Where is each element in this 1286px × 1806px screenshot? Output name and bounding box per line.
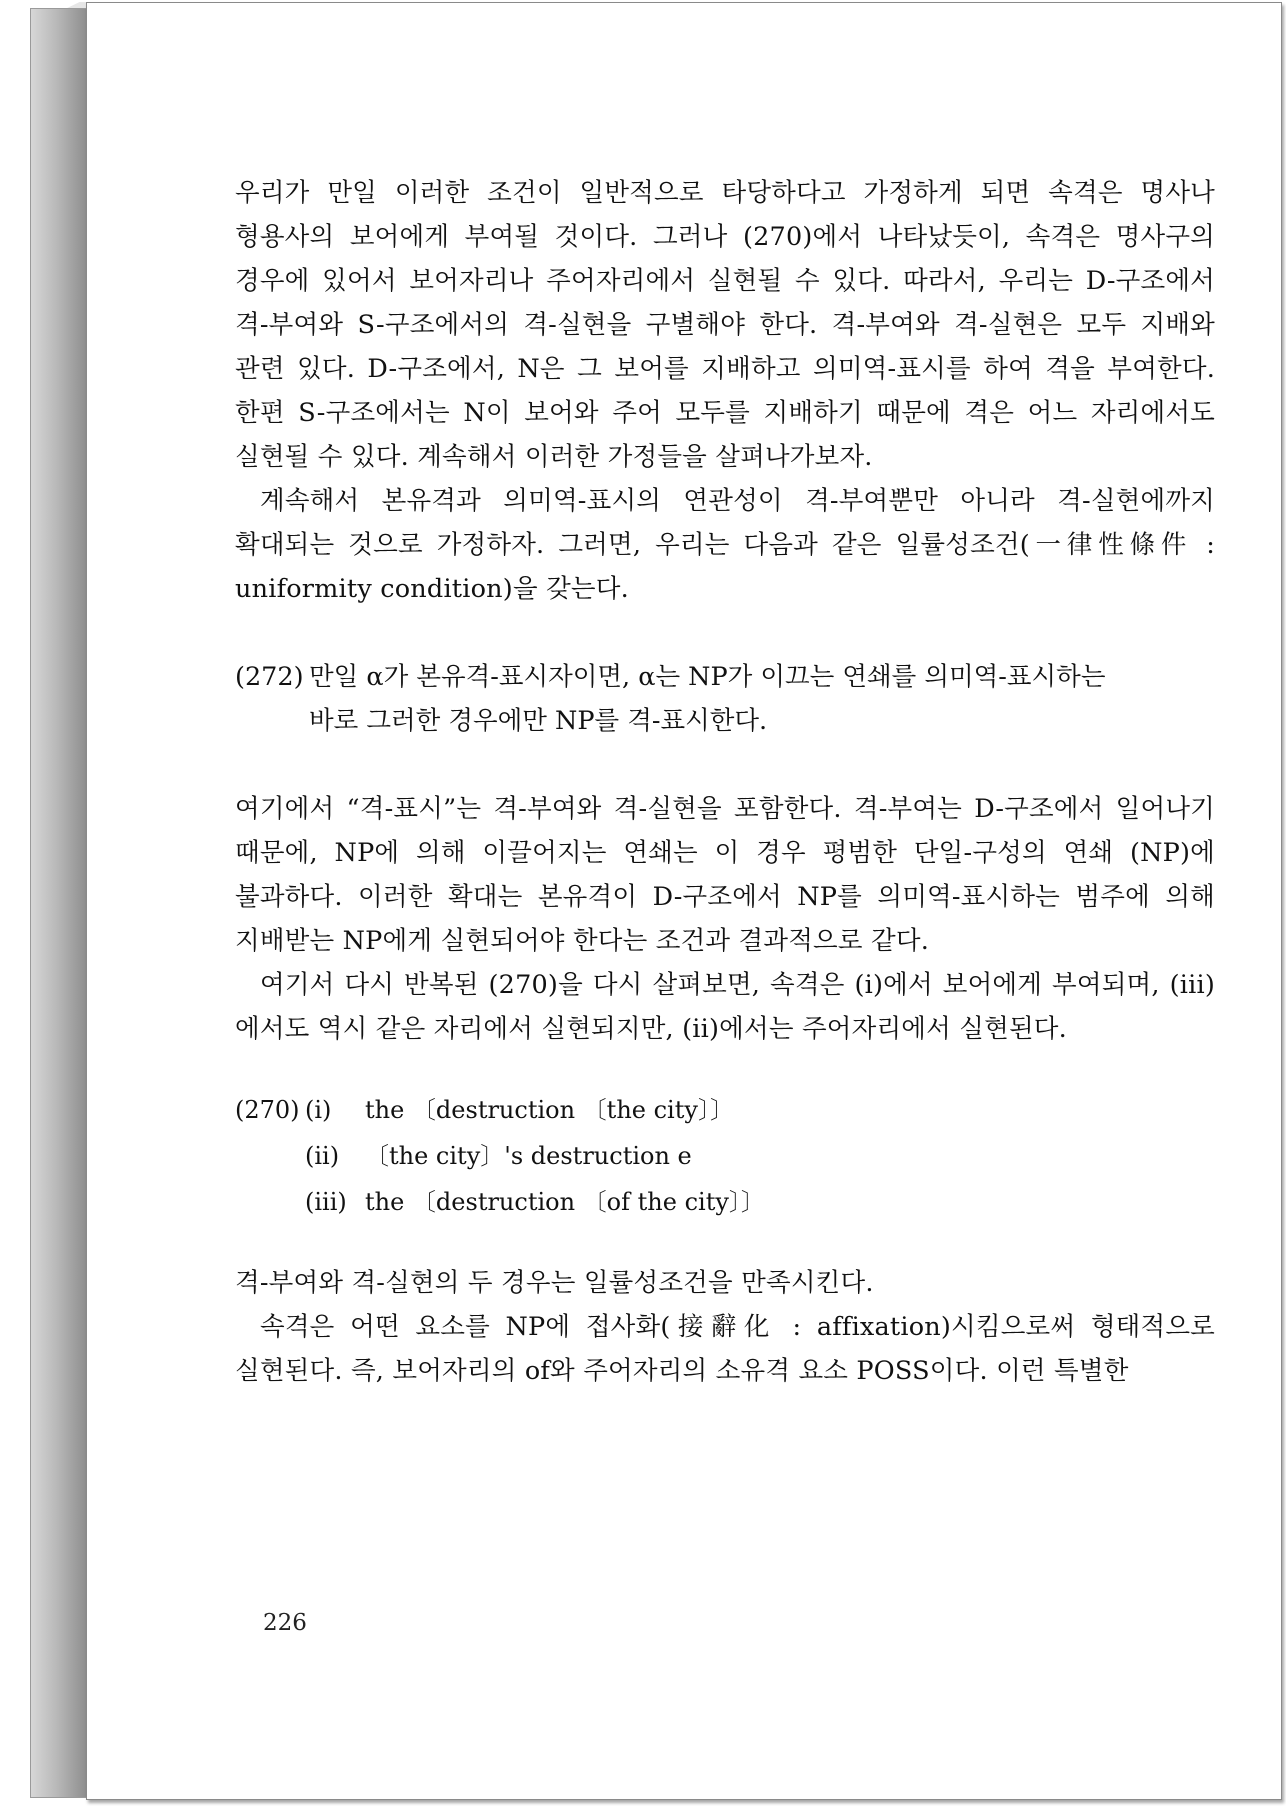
paragraph: 우리가 만일 이러한 조건이 일반적으로 타당하다고 가정하게 되면 속격은 명사나 형용사의 보어에게 부여될 것이다. 그러나 (270)에서 나타났듯이, 속격은 명사구의 경우에 있어서 보어자리나 주어자리에서 실현될 수 있다. 따라서, 우리는 D-구조에서 격-부여와 S-구조에서의 격-실현을 구별해야 한다. 격-부여와 격-실현은 모두 지배와 관련 있다. D-구조에서, N은 그 보어를 지배하고 의미역-표시를 하여 격을 부여한다. 한편 S-구조에서는 N이 보어와 주어 모두를 지배하기 때문에 격은 어느 자리에서도 실현될 수 있다. 계속해서 이러한 가정들을 살펴나가보자. xyxy=(235,178,1215,472)
example-270 xyxy=(235,1087,1215,1225)
example-item-text: 〔the city〕's destruction e xyxy=(365,1142,692,1170)
book-page xyxy=(86,2,1282,1800)
paragraph: 계속해서 본유격과 의미역-표시의 연관성이 격-부여뿐만 아니라 격-실현에까지 확대되는 것으로 가정하자. 그러면, 우리는 다음과 같은 일률성조건(一律性條件 : uniformity condition)을 갖는다. xyxy=(235,486,1215,604)
page-number: 226 xyxy=(263,1610,307,1636)
paragraph: 여기서 다시 반복된 (270)을 다시 살펴보면, 속격은 (i)에서 보어에게 부여되며, (iii)에서도 역시 같은 자리에서 실현되지만, (ii)에서는 주어자리에서 실현된다. xyxy=(235,970,1215,1044)
example-number: (270) xyxy=(235,1096,300,1124)
example-item-label: (ii) xyxy=(305,1142,340,1170)
example-item-label: (i) xyxy=(305,1096,332,1124)
example-item-text: the 〔destruction 〔the city〕〕 xyxy=(365,1096,734,1124)
example-272 xyxy=(235,655,1215,743)
paragraph: 속격은 어떤 요소를 NP에 접사화(接辭化 : affixation)시킴으로써 형태적으로 실현된다. 즉, 보어자리의 of와 주어자리의 소유격 요소 POSS이다. 이런 특별한 xyxy=(235,1312,1215,1386)
example-item-text: the 〔destruction 〔of the city〕〕 xyxy=(365,1188,765,1216)
example-number: (272) xyxy=(235,662,304,692)
page-content xyxy=(235,171,1215,1393)
example-line: 만일 α가 본유격-표시자이면, α는 NP가 이끄는 연쇄를 의미역-표시하는 xyxy=(309,662,1106,692)
example-item-label: (iii) xyxy=(305,1188,347,1216)
example-line: 바로 그러한 경우에만 NP를 격-표시한다. xyxy=(309,706,768,736)
paragraph: 여기에서 “격-표시”는 격-부여와 격-실현을 포함한다. 격-부여는 D-구조에서 일어나기 때문에, NP에 의해 이끌어지는 연쇄는 이 경우 평범한 단일-구성의 연쇄 (NP)에 불과하다. 이러한 확대는 본유격이 D-구조에서 NP를 의미역-표시하는 범주에 의해 지배받는 NP에게 실현되어야 한다는 조건과 결과적으로 같다. xyxy=(235,794,1215,956)
book-spine xyxy=(30,8,88,1798)
paragraph: 격-부여와 격-실현의 두 경우는 일률성조건을 만족시킨다. xyxy=(235,1268,874,1298)
